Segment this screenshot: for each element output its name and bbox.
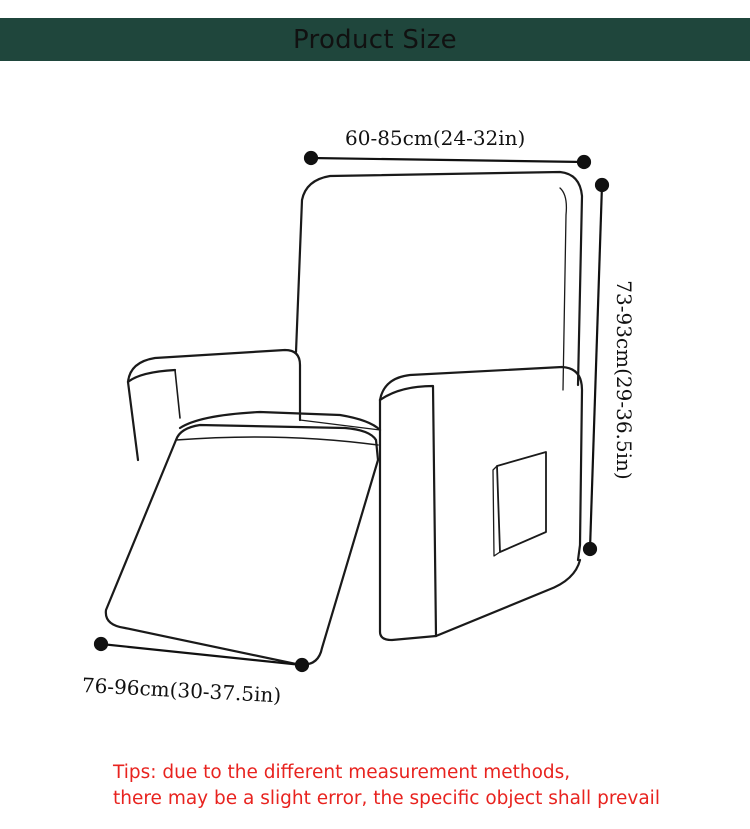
width-label: 60-85cm(24-32in) xyxy=(345,126,526,150)
footrest-outline xyxy=(106,425,378,665)
width-start-dot xyxy=(305,152,317,164)
dimension-lines xyxy=(95,152,608,671)
backrest-inner-line xyxy=(560,188,566,390)
right-armrest-front xyxy=(380,400,436,640)
recliner-outline xyxy=(106,172,582,665)
backrest-outline xyxy=(296,172,582,385)
height-dimension-line xyxy=(590,185,602,549)
height-start-dot xyxy=(596,179,608,191)
left-armrest-outline xyxy=(128,350,300,420)
left-armrest-front xyxy=(128,370,175,460)
depth-label: 76-96cm(30-37.5in) xyxy=(81,673,282,708)
width-dimension-line xyxy=(311,158,584,162)
side-pocket xyxy=(497,452,546,552)
right-armrest-outline xyxy=(380,367,582,560)
tips-note xyxy=(113,760,733,812)
height-end-dot xyxy=(584,543,596,555)
depth-end-dot xyxy=(296,659,308,671)
page-title: Product Size xyxy=(293,24,457,55)
footrest-top-line xyxy=(176,437,378,445)
right-base-outline xyxy=(436,560,580,636)
depth-start-dot xyxy=(95,638,107,650)
right-armrest-inner xyxy=(380,386,436,636)
depth-dimension-line xyxy=(101,644,302,665)
width-end-dot xyxy=(578,156,590,168)
tips-line-1: Tips: due to the different measurement methods, xyxy=(113,762,571,783)
height-label: 73-93cm(29-36.5in) xyxy=(612,280,636,480)
left-armrest-inner xyxy=(175,370,180,418)
tips-line-2: there may be a slight error, the specific object shall prevail xyxy=(113,788,660,809)
